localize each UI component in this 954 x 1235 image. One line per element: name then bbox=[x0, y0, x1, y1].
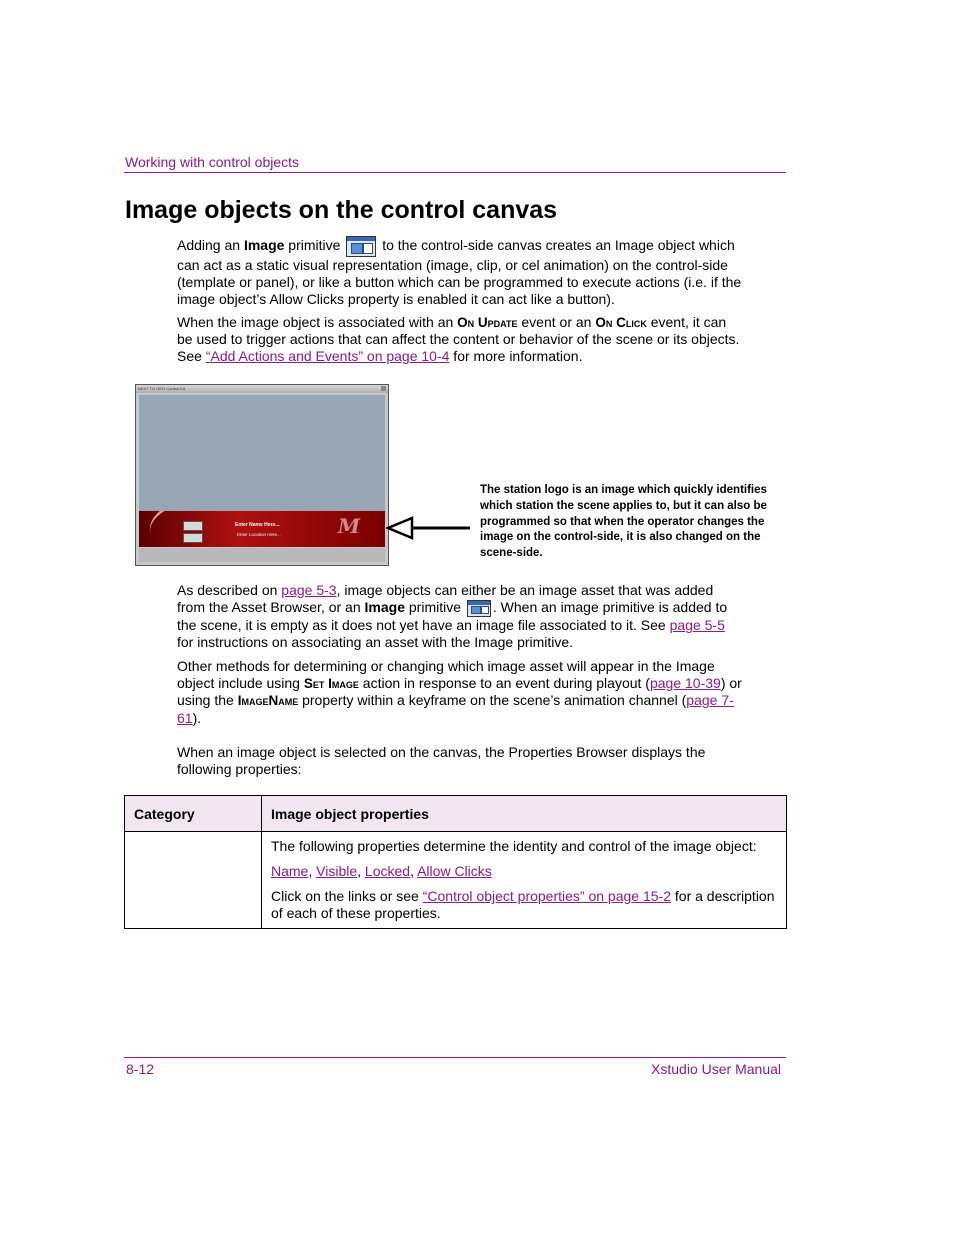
header-rule bbox=[124, 172, 786, 173]
properties-table bbox=[124, 795, 787, 929]
location-field-button bbox=[183, 533, 203, 543]
category-cell bbox=[125, 832, 262, 929]
properties-intro: When an image object is selected on the canvas, the Properties Browser displays the following properties: bbox=[177, 744, 706, 778]
manual-title: Xstudio User Manual bbox=[651, 1061, 781, 1077]
page-number: 8-12 bbox=[126, 1061, 155, 1077]
link-page-5-3[interactable]: page 5-3 bbox=[281, 582, 337, 598]
running-header: Working with control objects bbox=[125, 154, 300, 170]
station-banner bbox=[139, 511, 385, 547]
image-primitive-icon bbox=[467, 600, 491, 617]
station-logo: M bbox=[337, 514, 360, 538]
link-page-5-5[interactable]: page 5-5 bbox=[669, 617, 725, 633]
panel-footer bbox=[139, 548, 385, 562]
name-field-label: Enter Name Here... bbox=[235, 522, 280, 528]
window-title-bar: NEXT TO GEO Control Ed bbox=[136, 385, 388, 393]
window-close-icon bbox=[381, 386, 386, 391]
link-name-property[interactable]: Name bbox=[271, 863, 309, 879]
link-locked-property[interactable]: Locked bbox=[364, 863, 411, 879]
control-panel-screenshot bbox=[135, 384, 389, 566]
methods-paragraph: Other methods for determining or changing which image asset will appear in the Image object include using Set Image action in response to an event during playout (page 10-39) or using the ImageName property within a keyframe on the scene’s animation channel (page 7-61). bbox=[177, 658, 742, 726]
image-primitive-icon bbox=[346, 236, 376, 257]
link-allow-clicks-property[interactable]: Allow Clicks bbox=[417, 863, 492, 879]
asset-paragraph: As described on page 5-3, image objects can either be an image asset that was added from the Asset Browser, or an Image primitive . When an image primitive is added to the scene, it is empty as it does not yet have an image file associated to it. See page 5-5 for instructions on associating an asset with the Image primitive. bbox=[177, 582, 728, 651]
swoosh-graphic bbox=[143, 511, 214, 547]
table-header-properties: Image object properties bbox=[262, 796, 787, 832]
footer-rule bbox=[124, 1057, 786, 1058]
link-add-actions-events[interactable]: “Add Actions and Events” on page 10-4 bbox=[205, 348, 450, 365]
figure-caption: The station logo is an image which quickly identifies which station the scene applies to, but it can also be programmed so that when the operator changes the image on the control-side, it is also changed on the scene-side. bbox=[480, 484, 767, 560]
link-page-10-39[interactable]: page 10-39 bbox=[649, 675, 721, 692]
intro-paragraph: Adding an Image primitive to the control-side canvas creates an Image object which can act as a static visual representation (image, clip, or cel animation) on the control-side (template or panel), or like a button which can be programmed to execute actions (i.e. if the image object’s Allow Clicks property is enabled it can act like a button). bbox=[177, 237, 742, 308]
control-canvas bbox=[139, 395, 385, 519]
link-page-7-61[interactable]: page 7-61 bbox=[177, 692, 734, 726]
link-control-object-properties[interactable]: “Control object properties” on page 15-2 bbox=[422, 888, 671, 904]
location-field-label: Enter Location Here... bbox=[237, 532, 281, 537]
properties-cell: The following properties determine the identity and control of the image object: Name, Visible, Locked, Allow Clicks Click on the links or see “Control object properties” on page 15-2 for a description of each of these properties. bbox=[262, 832, 787, 929]
table-header-category: Category bbox=[125, 796, 262, 832]
callout-arrow-icon bbox=[386, 516, 472, 540]
page-title: Image objects on the control canvas bbox=[125, 196, 558, 224]
table-row bbox=[125, 832, 787, 929]
name-field-button bbox=[183, 521, 203, 531]
events-paragraph: When the image object is associated with an On Update event or an On Click event, it can be used to trigger actions that can affect the content or behavior of the scene or its objects. See “Add Actions and Events” on page 10-4 for more information. bbox=[177, 314, 740, 365]
link-visible-property[interactable]: Visible bbox=[316, 863, 358, 879]
